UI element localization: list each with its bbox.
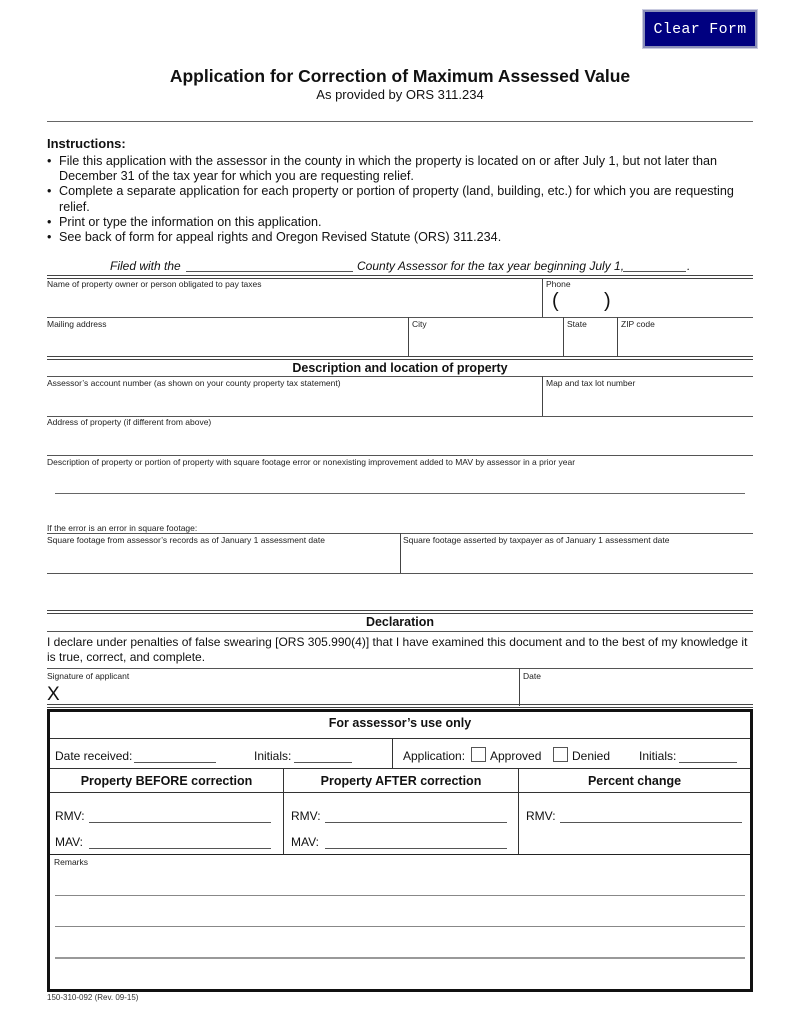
date-received-field[interactable] [134,762,216,763]
filed-with-middle: County Assessor for the tax year beginning July 1, [357,259,625,273]
denied-checkbox[interactable] [553,747,568,762]
sqft-taxpayer-field[interactable] [403,547,752,573]
description-line [55,493,745,494]
signature-field[interactable] [65,682,517,704]
instructions-heading: Instructions: [47,136,126,151]
divider [542,279,543,317]
property-description-field[interactable] [47,469,753,493]
map-tax-lot-field[interactable] [546,390,752,415]
divider [518,768,519,854]
divider [400,533,401,573]
sqft-assessor-field[interactable] [47,547,399,573]
divider [563,317,564,357]
divider [50,854,750,855]
remarks-line [55,926,745,927]
bullet-icon: • [47,154,52,168]
bullet-icon: • [47,184,52,199]
divider [617,317,618,357]
date-field[interactable] [523,682,752,704]
divider [47,455,753,456]
property-address-field[interactable] [47,429,753,454]
mailing-address-field[interactable] [47,330,407,356]
phone-label: Phone [546,279,571,289]
page-subtitle: As provided by ORS 311.234 [316,87,484,102]
after-rmv-field[interactable] [325,822,507,823]
divider [392,738,393,768]
map-tax-lot-label: Map and tax lot number [546,378,636,388]
filed-with-suffix: . [687,259,691,273]
remarks-line [55,895,745,896]
instruction-item: • File this application with the assessor in the county in which the property is located on or after July 1, but not later than December 31 of the tax year for which you are requesting relief. [47,154,718,184]
before-rmv-label: RMV: [55,809,85,823]
zip-code-label: ZIP code [621,319,655,329]
before-mav-field[interactable] [89,848,271,849]
declaration-heading: Declaration [365,615,435,629]
phone-field[interactable] [546,290,752,316]
divider [47,376,753,377]
after-mav-field[interactable] [325,848,507,849]
declaration-top-border [47,610,753,614]
percent-rmv-label: RMV: [526,809,556,823]
owner-name-field[interactable] [47,290,541,316]
percent-rmv-field[interactable] [560,822,742,823]
phone-close-paren: ) [604,290,611,312]
sqft-taxpayer-label: Square footage asserted by taxpayer as of January 1 assessment date [403,535,670,545]
bullet-icon: • [47,214,52,229]
divider [50,738,750,739]
owner-name-label: Name of property owner or person obligated to pay taxes [47,279,262,289]
sqft-assessor-label: Square footage from assessor’s records as of January 1 assessment date [47,535,325,545]
page-title: Application for Correction of Maximum Assessed Value [169,66,631,86]
bullet-icon: • [47,230,52,245]
initials-label-2: Initials: [639,749,677,763]
header-divider [47,121,753,122]
initials-field-1[interactable] [294,762,352,763]
assessor-use-heading: For assessor’s use only [328,716,472,730]
declaration-text: I declare under penalties of false swearing [ORS 305.990(4)] that I have examined this document and to the best of my knowledge it is true, correct, and complete. [47,635,748,664]
initials-field-2[interactable] [679,762,737,763]
application-label: Application: [403,749,466,763]
approved-label: Approved [490,749,542,763]
clear-form-button[interactable]: Clear Form [643,10,757,48]
declaration-bottom-border [47,704,753,708]
instruction-item: • See back of form for appeal rights and Oregon Revised Statute (ORS) 311.234. [47,230,502,245]
sqft-error-intro: If the error is an error in square footage: [47,523,198,533]
before-mav-label: MAV: [55,835,84,849]
divider [50,792,750,793]
percent-change-header: Percent change [587,774,682,788]
divider [519,668,520,706]
property-description-label: Description of property or portion of property with square footage error or nonexisting improvement added to MAV by assessor in a prior year [47,457,576,467]
remarks-label: Remarks [54,857,89,867]
remarks-line [55,957,745,959]
owner-section-bottom-border [47,356,753,360]
state-label: State [567,319,587,329]
form-number: 150-310-092 (Rev. 09-15) [47,993,139,1002]
after-rmv-label: RMV: [291,809,321,823]
date-label: Date [523,671,541,681]
after-correction-header: Property AFTER correction [320,774,482,788]
filed-with-prefix: Filed with the [110,259,181,273]
divider [47,668,753,669]
county-name-field[interactable] [186,271,353,272]
city-field[interactable] [410,330,562,356]
account-number-label: Assessor’s account number (as shown on your county property tax statement) [47,378,341,388]
instructions-list [47,154,757,245]
account-number-field[interactable] [47,390,541,415]
divider [542,376,543,416]
divider [47,573,753,574]
divider [47,317,753,318]
denied-label: Denied [572,749,611,763]
date-received-label: Date received: [55,749,133,763]
instruction-item: • Print or type the information on this application. [47,214,322,229]
phone-open-paren: ( [552,290,559,312]
divider [47,631,753,632]
initials-label-1: Initials: [254,749,292,763]
before-rmv-field[interactable] [89,822,271,823]
remarks-field[interactable] [54,868,746,988]
property-address-label: Address of property (if different from above) [47,417,212,427]
property-section-heading: Description and location of property [292,361,508,375]
divider [283,768,284,854]
mailing-address-label: Mailing address [47,319,107,329]
after-mav-label: MAV: [291,835,320,849]
before-correction-header: Property BEFORE correction [80,774,253,788]
approved-checkbox[interactable] [471,747,486,762]
signature-label: Signature of applicant [47,671,130,681]
divider [408,317,409,357]
city-label: City [412,319,427,329]
state-field[interactable] [565,330,616,356]
signature-mark: X [47,684,60,705]
instruction-item: • Complete a separate application for each property or portion of property (land, building, etc.) for which you are requesting relief. [47,184,734,214]
zip-code-field[interactable] [619,330,752,356]
divider [50,768,750,769]
tax-year-field[interactable] [623,271,686,272]
